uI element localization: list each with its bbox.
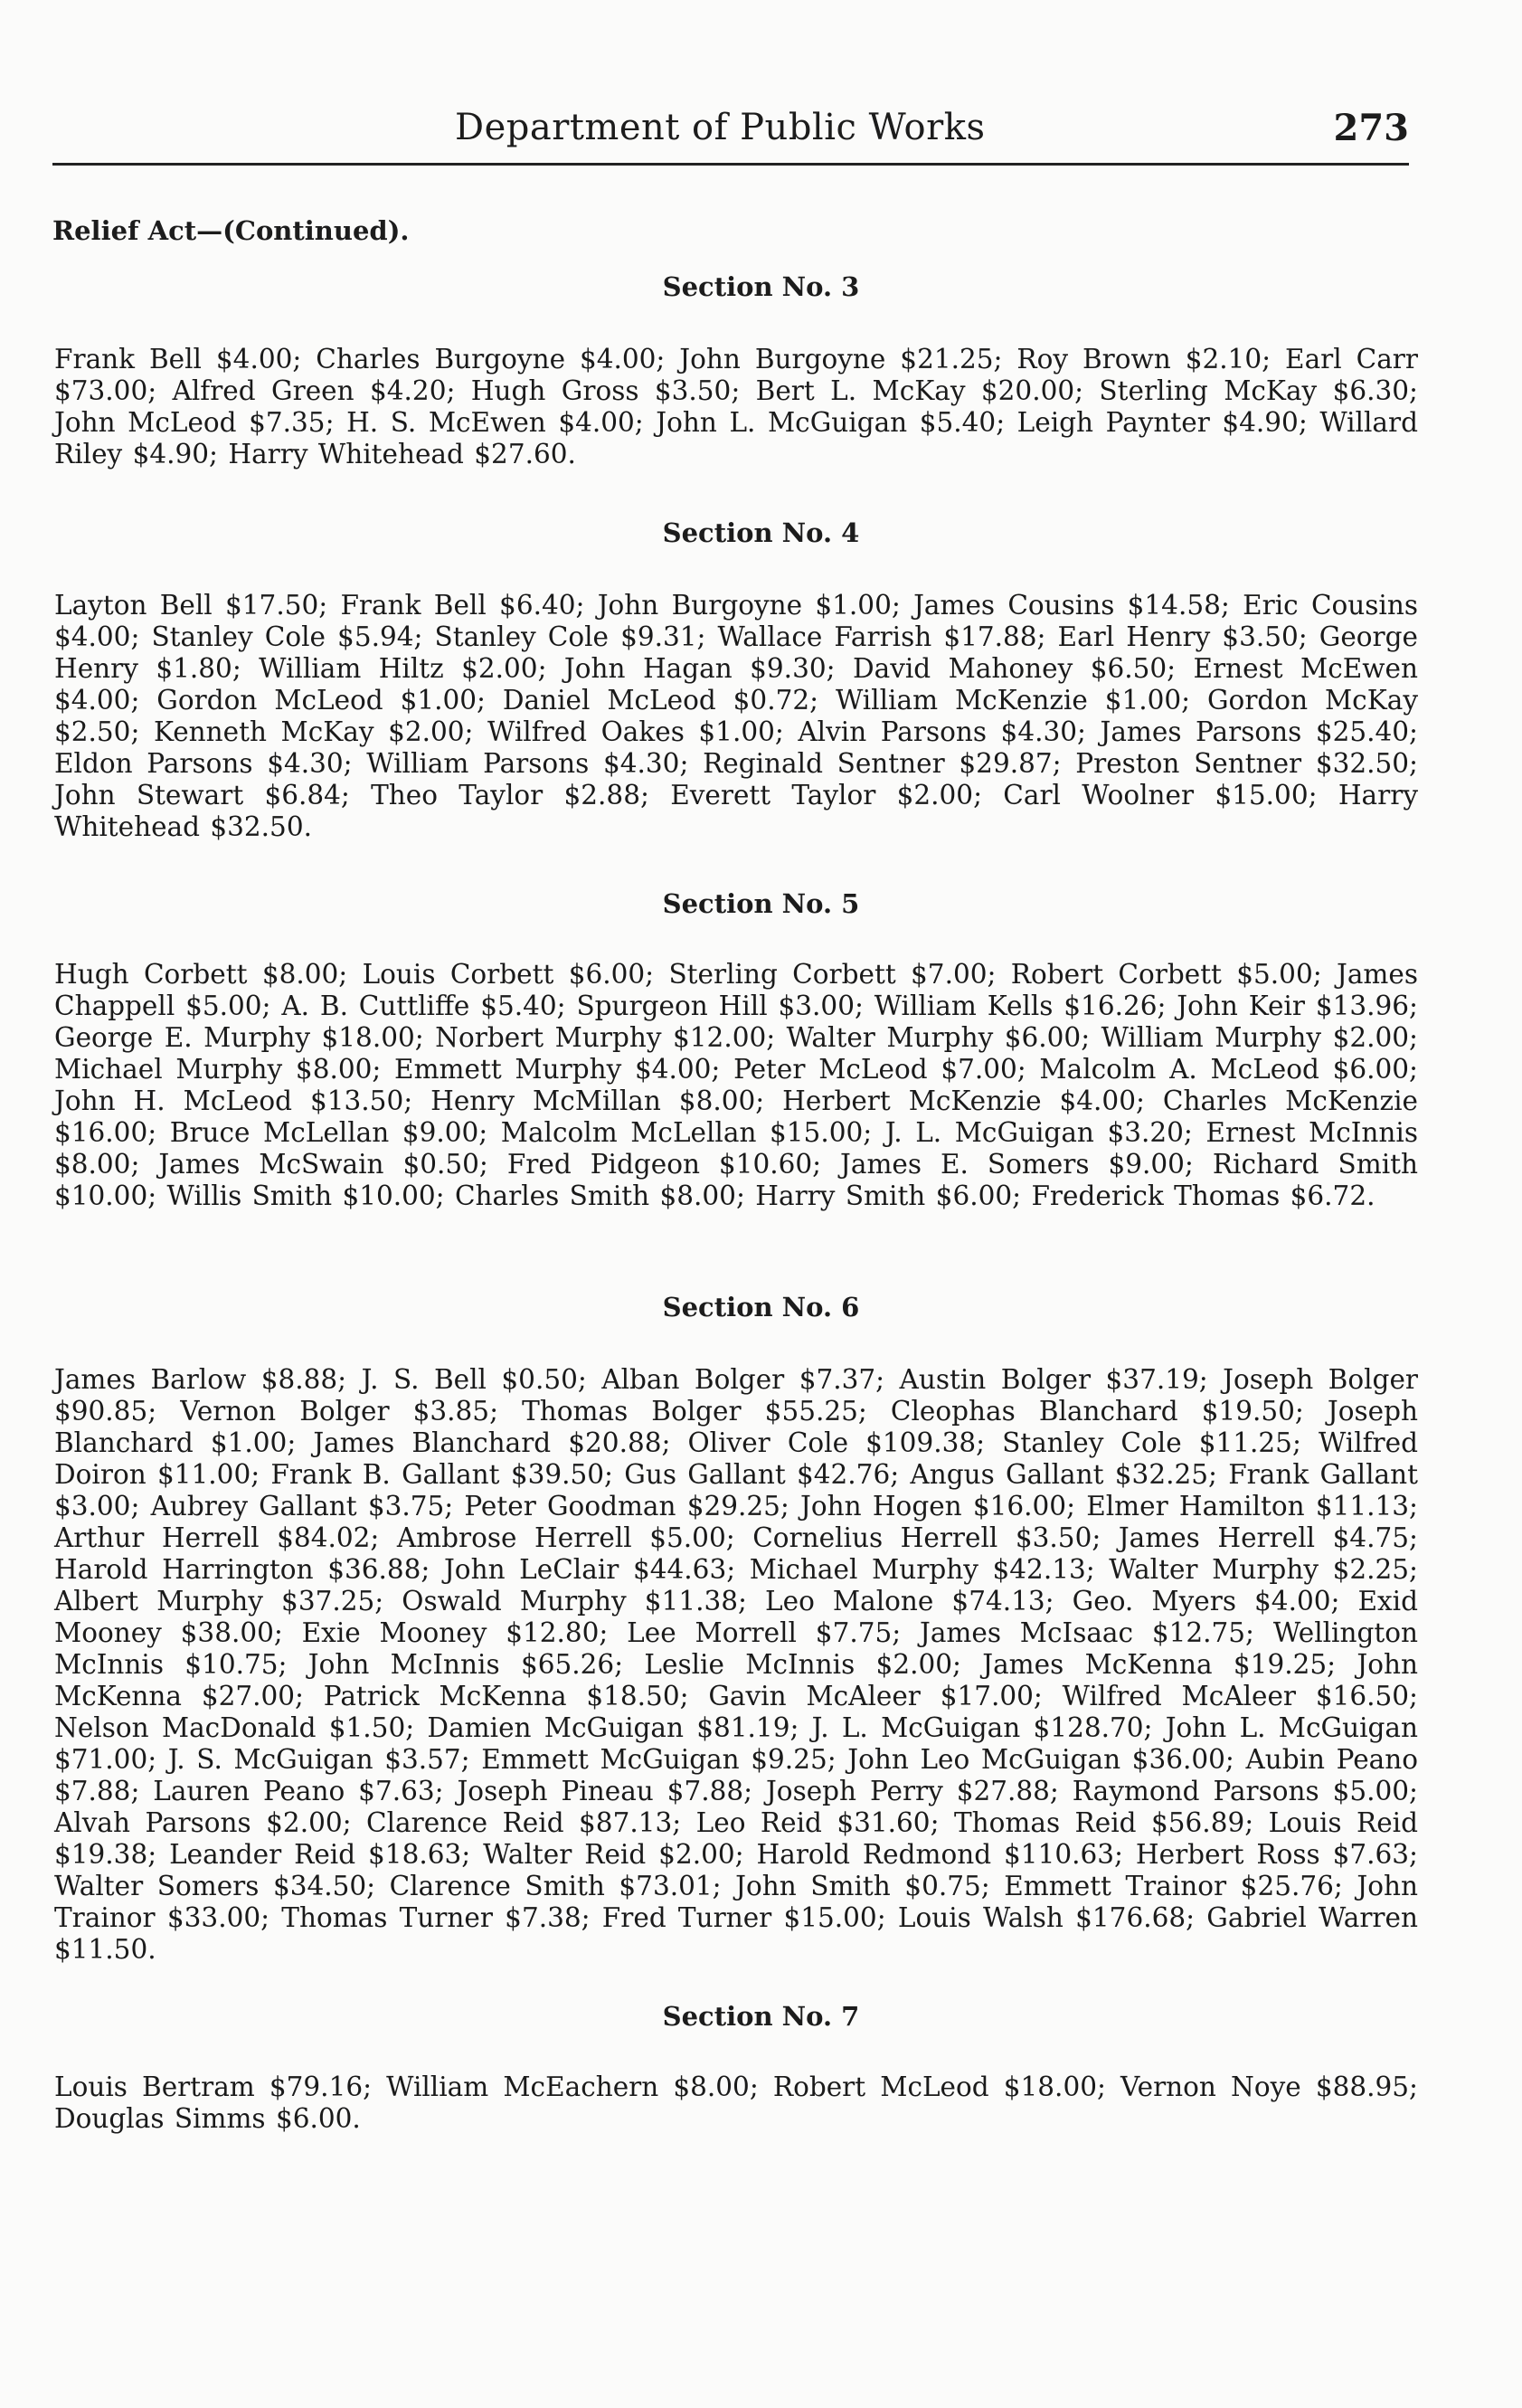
page-header xyxy=(52,107,1409,161)
section-heading: Section No. 6 xyxy=(662,1292,860,1323)
header-rule xyxy=(52,163,1409,166)
section-body: Layton Bell $17.50; Frank Bell $6.40; John Burgoyne $1.00; James Cousins $14.58; Eric Cousins $4.00; Stanley Cole $5.94; Stanley Cole $9.31; Wallace Farrish $17.88; Earl Henry $3.50; George Henry $1.80; William Hiltz $2.00; John Hagan $9.30; David Mahoney $6.50; Ernest McEwen $4.00; Gordon McLeod $1.00; Daniel McLeod $0.72; William McKenzie $1.00; Gordon McKay $2.50; Kenneth McKay $2.00; Wilfred Oakes $1.00; Alvin Parsons $4.30; James Parsons $25.40; Eldon Parsons $4.30; William Parsons $4.30; Reginald Sentner $29.87; Preston Sentner $32.50; John Stewart $6.84; Theo Taylor $2.88; Everett Taylor $2.00; Carl Woolner $15.00; Harry Whitehead $32.50. xyxy=(54,590,1418,842)
section-heading: Section No. 5 xyxy=(662,888,860,919)
section-heading: Section No. 7 xyxy=(662,2001,860,2032)
running-title: Department of Public Works xyxy=(455,107,986,148)
section-body: Hugh Corbett $8.00; Louis Corbett $6.00; Sterling Corbett $7.00; Robert Corbett $5.00; James Chappell $5.00; A. B. Cuttliffe $5.40; Spurgeon Hill $3.00; William Kells $16.26; John Keir $13.96; George E. Murphy $18.00; Norbert Murphy $12.00; Walter Murphy $6.00; William Murphy $2.00; Michael Murphy $8.00; Emmett Murphy $4.00; Peter McLeod $7.00; Malcolm A. McLeod $6.00; John H. McLeod $13.50; Henry McMillan $8.00; Herbert McKenzie $4.00; Charles McKenzie $16.00; Bruce McLellan $9.00; Malcolm McLellan $15.00; J. L. McGuigan $3.20; Ernest McInnis $8.00; James McSwain $0.50; Fred Pidgeon $10.60; James E. Somers $9.00; Richard Smith $10.00; Willis Smith $10.00; Charles Smith $8.00; Harry Smith $6.00; Frederick Thomas $6.72. xyxy=(54,959,1418,1211)
section-body: Louis Bertram $79.16; William McEachern $8.00; Robert McLeod $18.00; Vernon Noye $88.95; Douglas Simms $6.00. xyxy=(54,2071,1418,2134)
page-number: 273 xyxy=(1333,107,1409,149)
section-body: Frank Bell $4.00; Charles Burgoyne $4.00; John Burgoyne $21.25; Roy Brown $2.10; Earl Carr $73.00; Alfred Green $4.20; Hugh Gross $3.50; Bert L. McKay $20.00; Sterling McKay $6.30; John McLeod $7.35; H. S. McEwen $4.00; John L. McGuigan $5.40; Leigh Paynter $4.90; Willard Riley $4.90; Harry Whitehead $27.60. xyxy=(54,344,1418,469)
section-body: James Barlow $8.88; J. S. Bell $0.50; Alban Bolger $7.37; Austin Bolger $37.19; Joseph Bolger $90.85; Vernon Bolger $3.85; Thomas Bolger $55.25; Cleophas Blanchard $19.50; Joseph Blanchard $1.00; James Blanchard $20.88; Oliver Cole $109.38; Stanley Cole $11.25; Wilfred Doiron $11.00; Frank B. Gallant $39.50; Gus Gallant $42.76; Angus Gallant $32.25; Frank Gallant $3.00; Aubrey Gallant $3.75; Peter Goodman $29.25; John Hogen $16.00; Elmer Hamilton $11.13; Arthur Herrell $84.02; Ambrose Herrell $5.00; Cornelius Herrell $3.50; James Herrell $4.75; Harold Harrington $36.88; John LeClair $44.63; Michael Murphy $42.13; Walter Murphy $2.25; Albert Murphy $37.25; Oswald Murphy $11.38; Leo Malone $74.13; Geo. Myers $4.00; Exid Mooney $38.00; Exie Mooney $12.80; Lee Morrell $7.75; James McIsaac $12.75; Wellington McInnis $10.75; John McInnis $65.26; Leslie McInnis $2.00; James McKenna $19.25; John McKenna $27.00; Patrick McKenna $18.50; Gavin McAleer $17.00; Wilfred McAleer $16.50; Nelson MacDonald $1.50; Damien McGuigan $81.19; J. L. McGuigan $128.70; John L. McGuigan $71.00; J. S. McGuigan $3.57; Emmett McGuigan $9.25; John Leo McGuigan $36.00; Aubin Peano $7.88; Lauren Peano $7.63; Joseph Pineau $7.88; Joseph Perry $27.88; Raymond Parsons $5.00; Alvah Parsons $2.00; Clarence Reid $87.13; Leo Reid $31.60; Thomas Reid $56.89; Louis Reid $19.38; Leander Reid $18.63; Walter Reid $2.00; Harold Redmond $110.63; Herbert Ross $7.63; Walter Somers $34.50; Clarence Smith $73.01; John Smith $0.75; Emmett Trainor $25.76; John Trainor $33.00; Thomas Turner $7.38; Fred Turner $15.00; Louis Walsh $176.68; Gabriel Warren $11.50. xyxy=(54,1364,1418,1965)
section-heading: Section No. 4 xyxy=(662,517,860,548)
section-heading: Section No. 3 xyxy=(662,271,860,302)
act-title: Relief Act—(Continued). xyxy=(52,215,410,246)
